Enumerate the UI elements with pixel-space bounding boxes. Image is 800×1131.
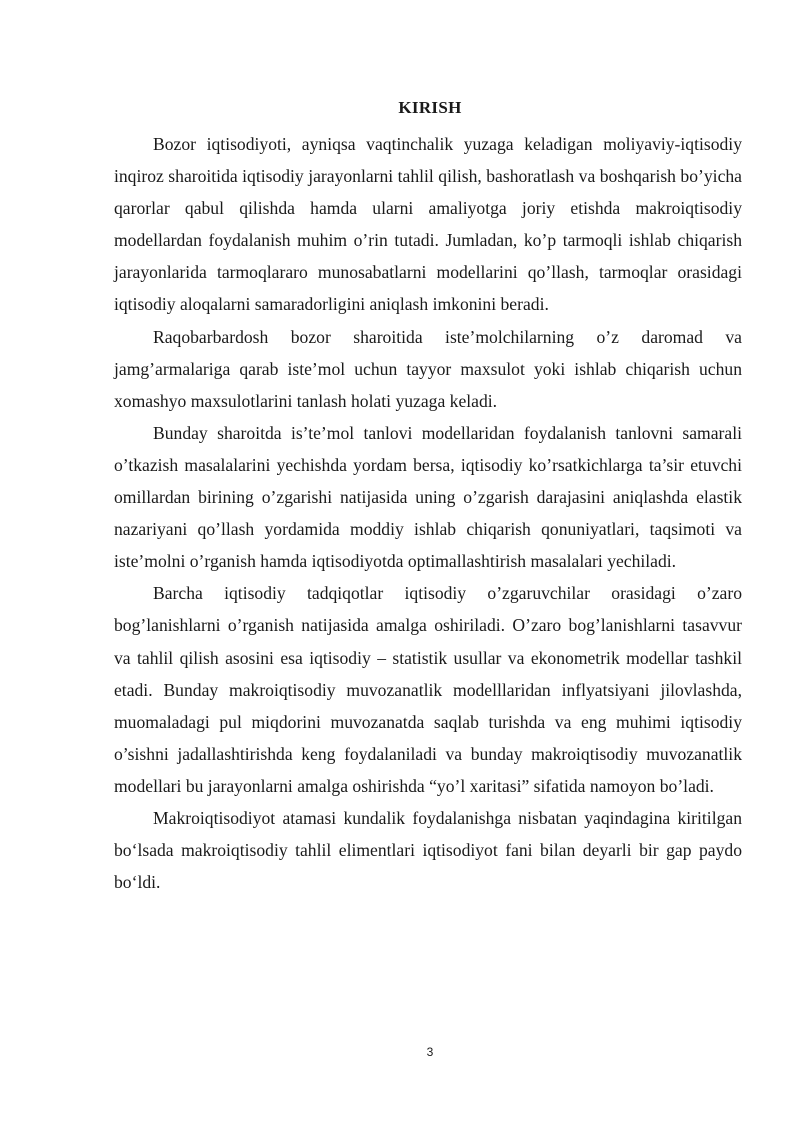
paragraph-1: Bozor iqtisodiyoti, ayniqsa vaqtinchalik yuzaga keladigan moliyaviy-iqtisodiy inqiroz sharoitida iqtisodiy jarayonlarni tahlil qilish, bashoratlash va boshqarish bo’yicha qarorlar qabul qilishda hamda ularni amaliyotga joriy etishda makroiqtisodiy modellardan foydalanish muhim o’rin tutadi. Jumladan, ko’p tarmoqli ishlab chiqarish jarayonlarida tarmoqlararo munosabatlarni modellarini qo’llash, tarmoqlar orasidagi iqtisodiy aloqalarni samaradorligini aniqlash imkonini beradi. (114, 134, 742, 315)
page-number: 3 (426, 1045, 434, 1059)
section-heading: KIRISH (398, 98, 462, 117)
paragraph-3: Bunday sharoitda is’te’mol tanlovi modellaridan foydalanish tanlovni samarali o’tkazish masalalarini yechishda yordam bersa, iqtisodiy ko’rsatkichlarga ta’sir etuvchi omillardan birining o’zgarishi natijasida uning o’zgarish darajasini aniqlashda elastik nazariyani qo’llash yordamida moddiy ishlab chiqarish qonuniyatlari, taqsimoti va iste’molni o’rganish hamda iqtisodiyotda optimallashtirish masalalari yechiladi. (114, 422, 742, 572)
paragraph-4: Barcha iqtisodiy tadqiqotlar iqtisodiy o’zgaruvchilar orasidagi o’zaro bog’lanishlarni o’rganish natijasida amalga oshiriladi. O’zaro bog’lanishlarni tasavvur va tahlil qilish asosini esa iqtisodiy – statistik usullar va ekonometrik modellar tashkil etadi. Bunday makroiqtisodiy muvozanatlik modelllaridan inflyatsiyani jilovlashda, muomaladagi pul miqdorini muvozanatda saqlab turishda va eng muhimi iqtisodiy o’sishni jadallashtirishda keng foydalaniladi va bunday makroiqtisodiy muvozanatlik modellari bu jarayonlarni amalga oshirishda “yo’l xaritasi” sifatida namoyon bo’ladi. (114, 583, 742, 796)
paragraph-2: Raqobarbardosh bozor sharoitida iste’molchilarning o’z daromad va jamg’armalariga qarab iste’mol uchun tayyor maxsulot yoki ishlab chiqarish uchun xomashyo maxsulotlarini tanlash holati yuzaga keladi. (114, 326, 742, 411)
body-text (114, 128, 742, 898)
paragraph-5: Makroiqtisodiyot atamasi kundalik foydalanishga nisbatan yaqindagina kiritilgan bo‘lsada makroiqtisodiy tahlil elimentlari iqtisodiyot fani bilan deyarli bir gap paydo bo‘ldi. (114, 807, 742, 893)
